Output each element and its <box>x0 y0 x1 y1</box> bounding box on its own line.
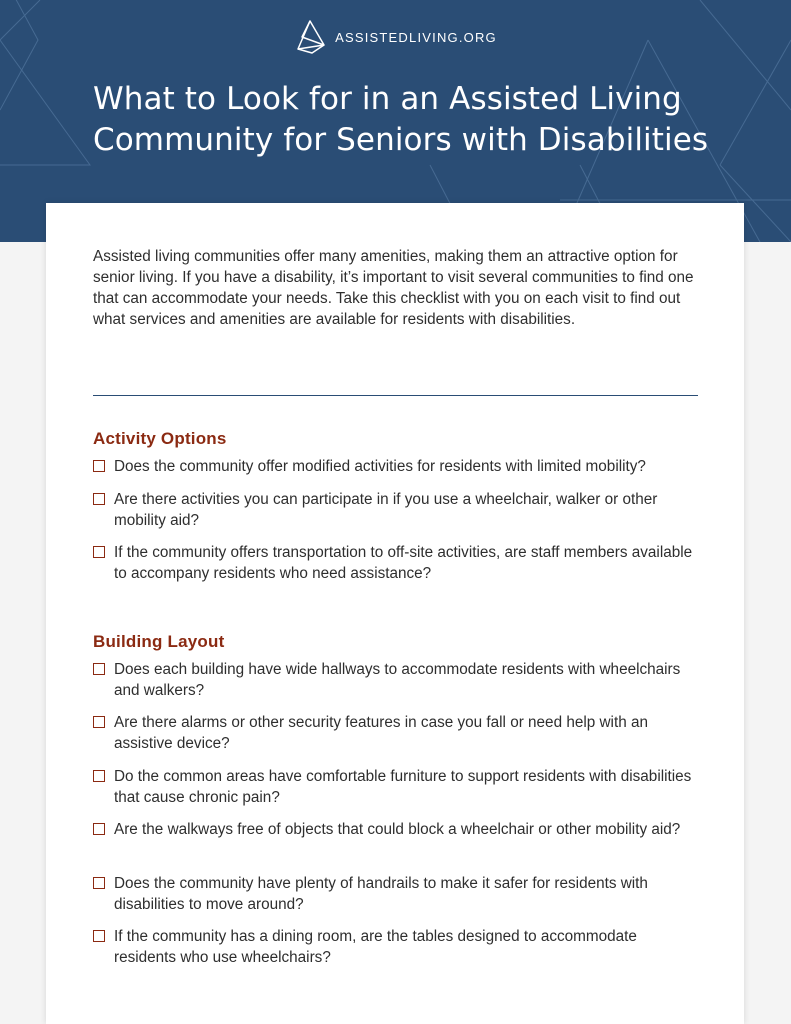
checkbox-icon[interactable] <box>93 930 105 942</box>
checkbox-icon[interactable] <box>93 770 105 782</box>
logo[interactable] <box>0 19 791 55</box>
checklist-item-text: Do the common areas have comfortable furniture to support residents with disabilities that cause chronic pain? <box>114 768 692 806</box>
divider <box>93 395 698 396</box>
logo-text: ASSISTEDLIVING.ORG <box>335 29 497 45</box>
checklist-item-text: Does each building have wide hallways to accommodate residents with wheelchairs and walkers? <box>114 661 681 699</box>
checklist-item[interactable] <box>93 873 703 915</box>
checklist-item[interactable] <box>93 712 703 754</box>
checklist-item[interactable] <box>93 766 703 808</box>
checklist-item-text: Are there activities you can participate in if you use a wheelchair, walker or other mobility aid? <box>114 491 658 529</box>
checklist-item-text: Are there alarms or other security features in case you fall or need help with an assistive device? <box>114 714 648 752</box>
checklist-item[interactable] <box>93 659 703 701</box>
title-line-2: Community for Seniors with Disabilities <box>93 122 709 158</box>
checklist-item-text: Does the community offer modified activities for residents with limited mobility? <box>114 458 646 475</box>
checklist-item[interactable] <box>93 819 703 840</box>
checklist-card <box>46 203 744 1024</box>
checklist-item-text: If the community offers transportation to off-site activities, are staff members available to accompany residents who need assistance? <box>114 544 693 582</box>
checkbox-icon[interactable] <box>93 823 105 835</box>
checklist-item[interactable] <box>93 489 703 531</box>
logo-icon <box>294 19 326 55</box>
intro-paragraph: Assisted living communities offer many amenities, making them an attractive option for senior living. If you have a disability, it’s important to visit several communities to find one that can accommodate your needs. Take this checklist with you on each visit to find out what services and amenities are available for residents with disabilities. <box>93 248 694 328</box>
checklist-item-text: If the community has a dining room, are the tables designed to accommodate residents who use wheelchairs? <box>114 928 637 966</box>
checkbox-icon[interactable] <box>93 546 105 558</box>
section-title-building-layout: Building Layout <box>93 632 225 651</box>
checklist-item-text: Are the walkways free of objects that could block a wheelchair or other mobility aid? <box>114 821 681 838</box>
page-title <box>93 79 733 161</box>
checkbox-icon[interactable] <box>93 663 105 675</box>
title-line-1: What to Look for in an Assisted Living <box>93 81 682 117</box>
checklist-item[interactable] <box>93 926 703 968</box>
checkbox-icon[interactable] <box>93 460 105 472</box>
checklist-item[interactable] <box>93 542 703 584</box>
checklist-item[interactable] <box>93 456 703 477</box>
checkbox-icon[interactable] <box>93 493 105 505</box>
checkbox-icon[interactable] <box>93 877 105 889</box>
section-title-activity-options: Activity Options <box>93 429 227 448</box>
checklist-item-text: Does the community have plenty of handrails to make it safer for residents with disabilities to move around? <box>114 875 648 913</box>
checkbox-icon[interactable] <box>93 716 105 728</box>
